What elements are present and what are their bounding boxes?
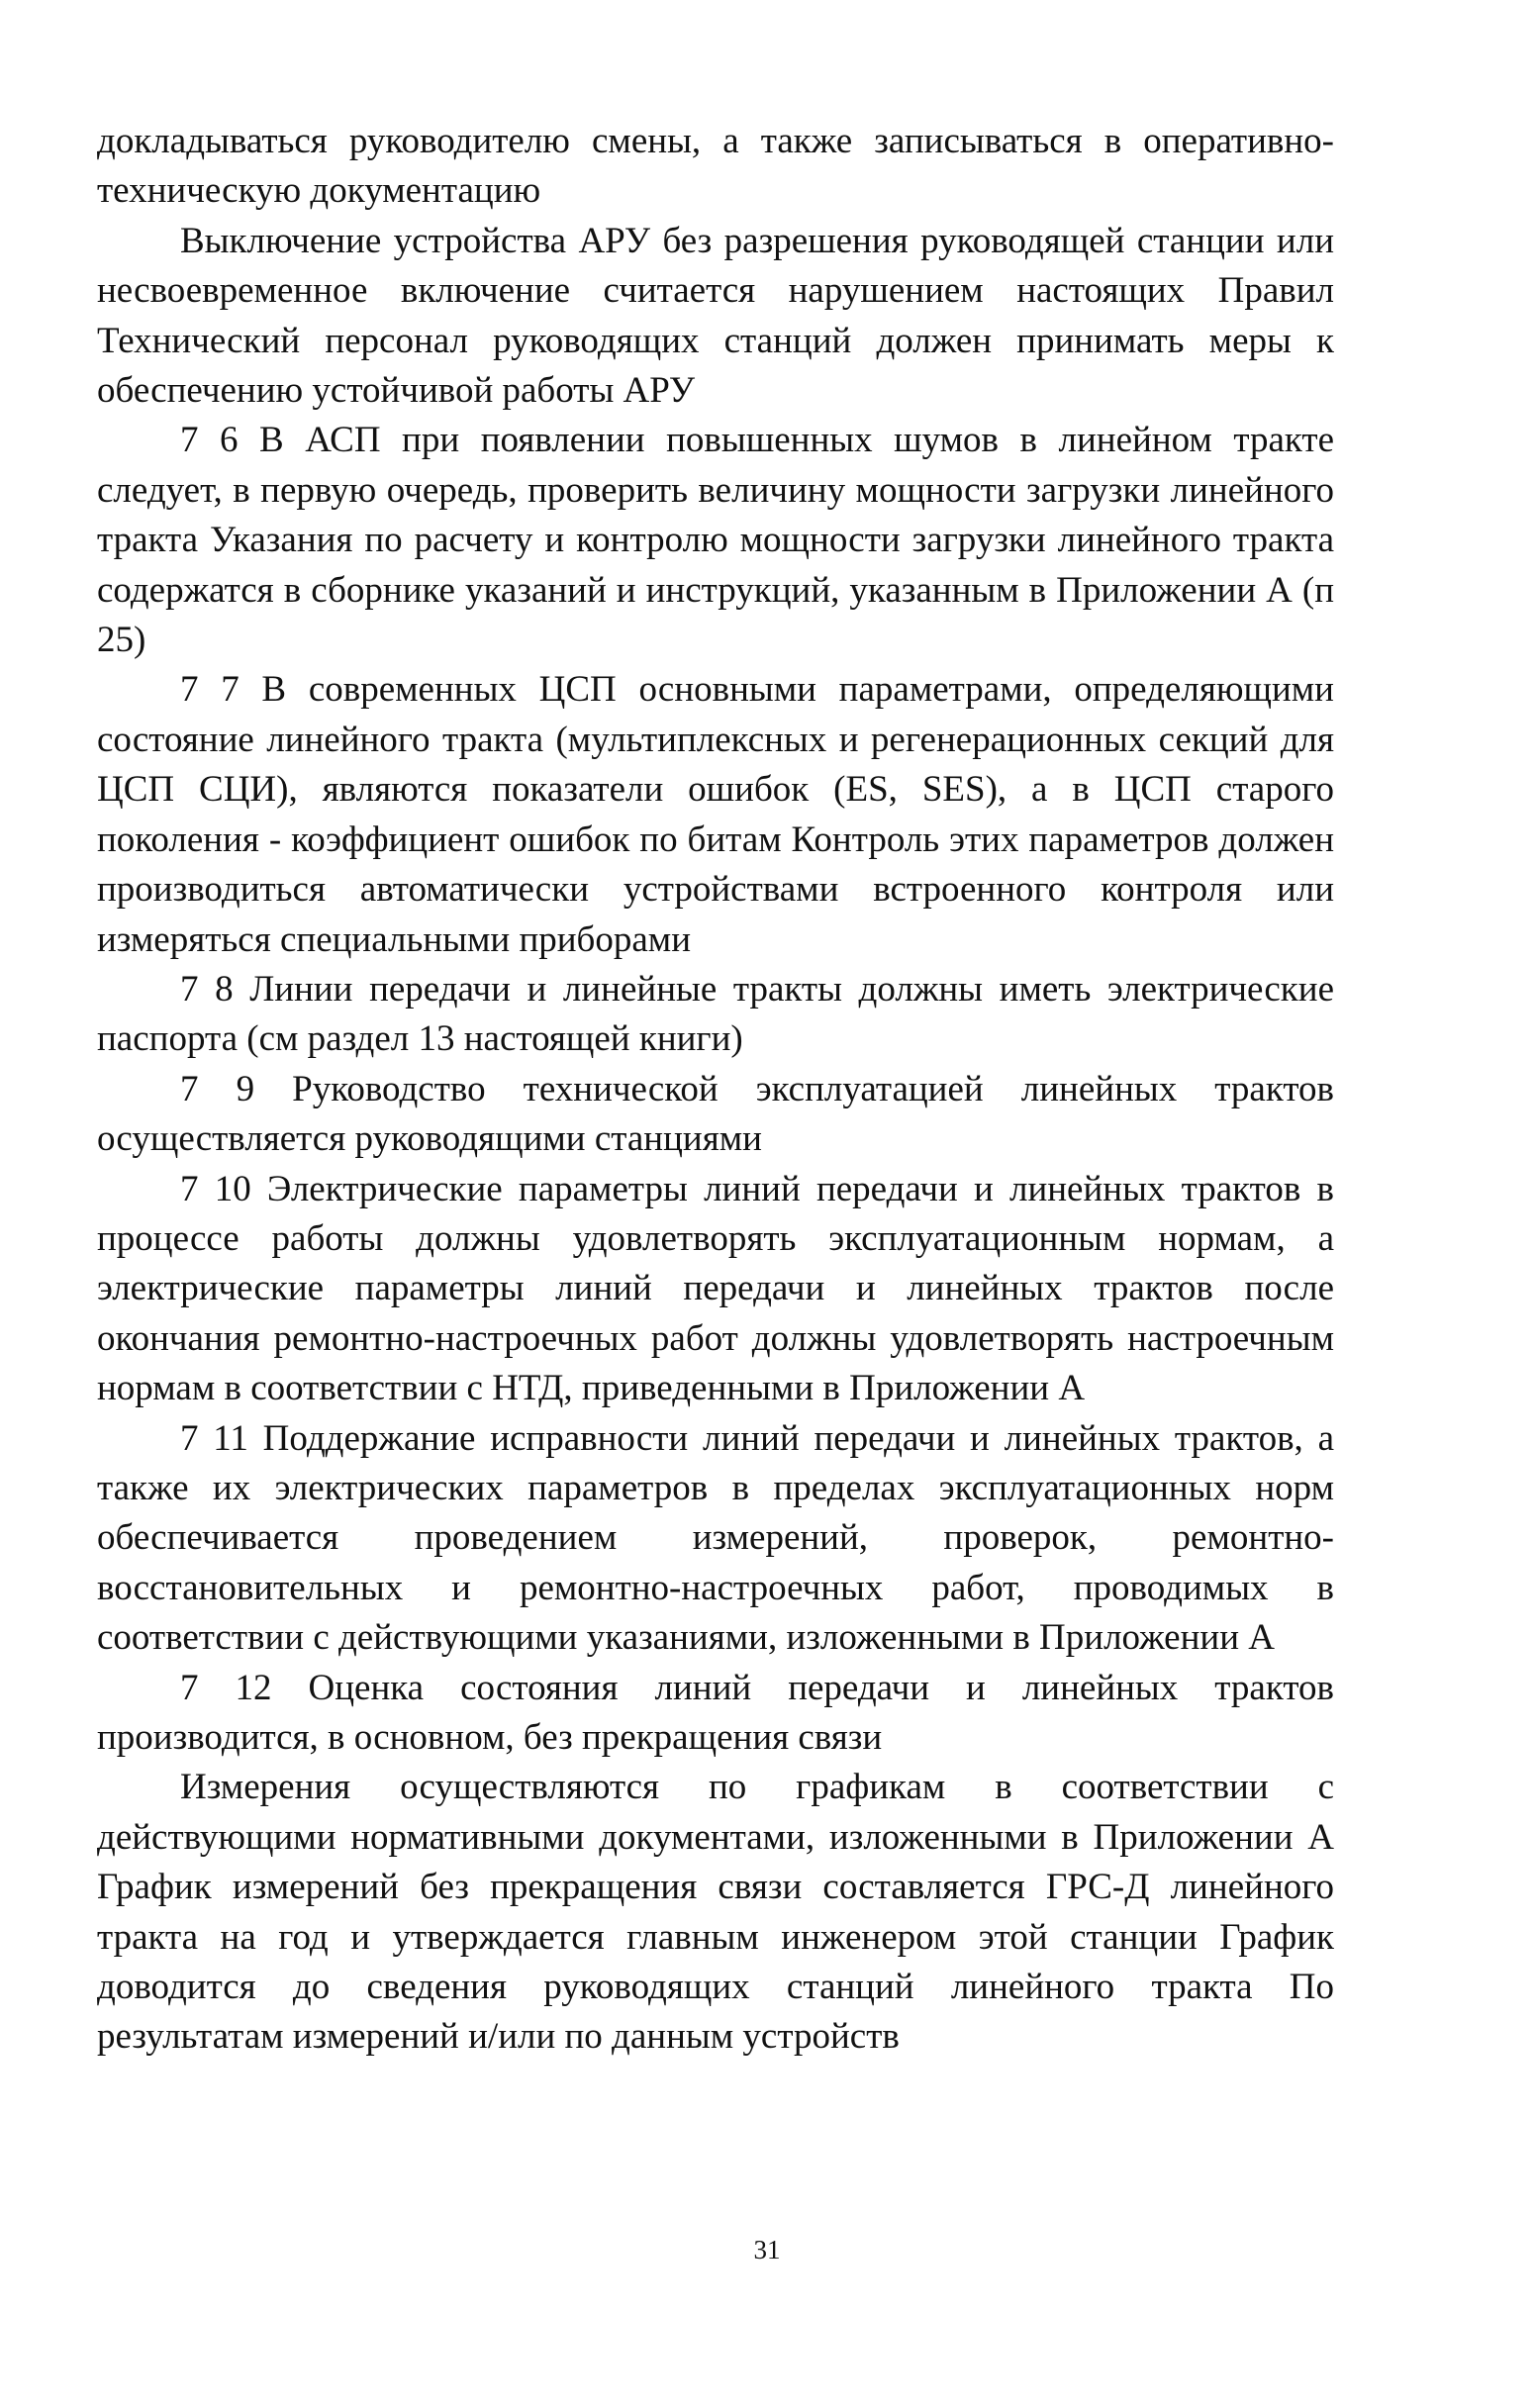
page-body-text bbox=[97, 117, 1334, 2063]
paragraph-7-12: 7 12 Оценка состояния линий передачи и линейных трактов производится, в основном, без прекращения связи bbox=[97, 1667, 1334, 1758]
paragraph-7-10: 7 10 Электрические параметры линий передачи и линейных трактов в процессе работы должны удовлетворять эксплуатационным нормам, а электрические параметры линий передачи и линейных трактов после окончания ремонтно-настроечных работ должны удовлетворять настроечным нормам в соответствии с НТД, приведенными в Приложении А bbox=[97, 1168, 1334, 1409]
paragraph-7-9: 7 9 Руководство технической эксплуатацией линейных трактов осуществляется руководящими станциями bbox=[97, 1068, 1334, 1160]
paragraph-measurements: Измерения осуществляются по графикам в соответствии с действующими нормативными документами, изложенными в Приложении А График измерений без прекращения связи составляется ГРС-Д линейного тракта на год и утверждается главным инженером этой станции График доводится до сведения руководящих станций линейного тракта По результатам измерений и/или по данным устройств bbox=[97, 1767, 1334, 2058]
paragraph-7-11: 7 11 Поддержание исправности линий передачи и линейных трактов, а также их электрических параметров в пределах эксплуатационных норм обеспечивается проведением измерений, проверок, ремонтно-восстановительных и ремонтно-настроечных работ, проводимых в соответствии с действующими указаниями, изложенными в Приложении А bbox=[97, 1417, 1334, 1659]
paragraph-continuation: докладываться руководителю смены, а также записываться в оперативно-техническую документацию bbox=[97, 121, 1334, 212]
paragraph-7-6: 7 6 В АСП при появлении повышенных шумов в линейном тракте следует, в первую очередь, проверить величину мощности загрузки линейного тракта Указания по расчету и контролю мощности загрузки линейного тракта содержатся в сборнике указаний и инструкций, указанным в Приложении А (п 25) bbox=[97, 420, 1334, 661]
paragraph-7-8: 7 8 Линии передачи и линейные тракты должны иметь электрические паспорта (см раздел 13 настоящей книги) bbox=[97, 968, 1334, 1060]
paragraph-aru-shutdown: Выключение устройства АРУ без разрешения руководящей станции или несвоевременное включение считается нарушением настоящих Правил Технический персонал руководящих станций должен принимать меры к обеспечению устойчивой работы АРУ bbox=[97, 220, 1334, 412]
page-number: 31 bbox=[753, 2235, 781, 2264]
paragraph-7-7: 7 7 В современных ЦСП основными параметрами, определяющими состояние линейного тракта (мультиплексных и регенерационных секций для ЦСП СЦИ), являются показатели ошибок (ES, SES), а в ЦСП старого поколения - коэффициент ошибок по битам Контроль этих параметров должен производиться автоматически устройствами встроенного контроля или измеряться специальными приборами bbox=[97, 669, 1334, 960]
